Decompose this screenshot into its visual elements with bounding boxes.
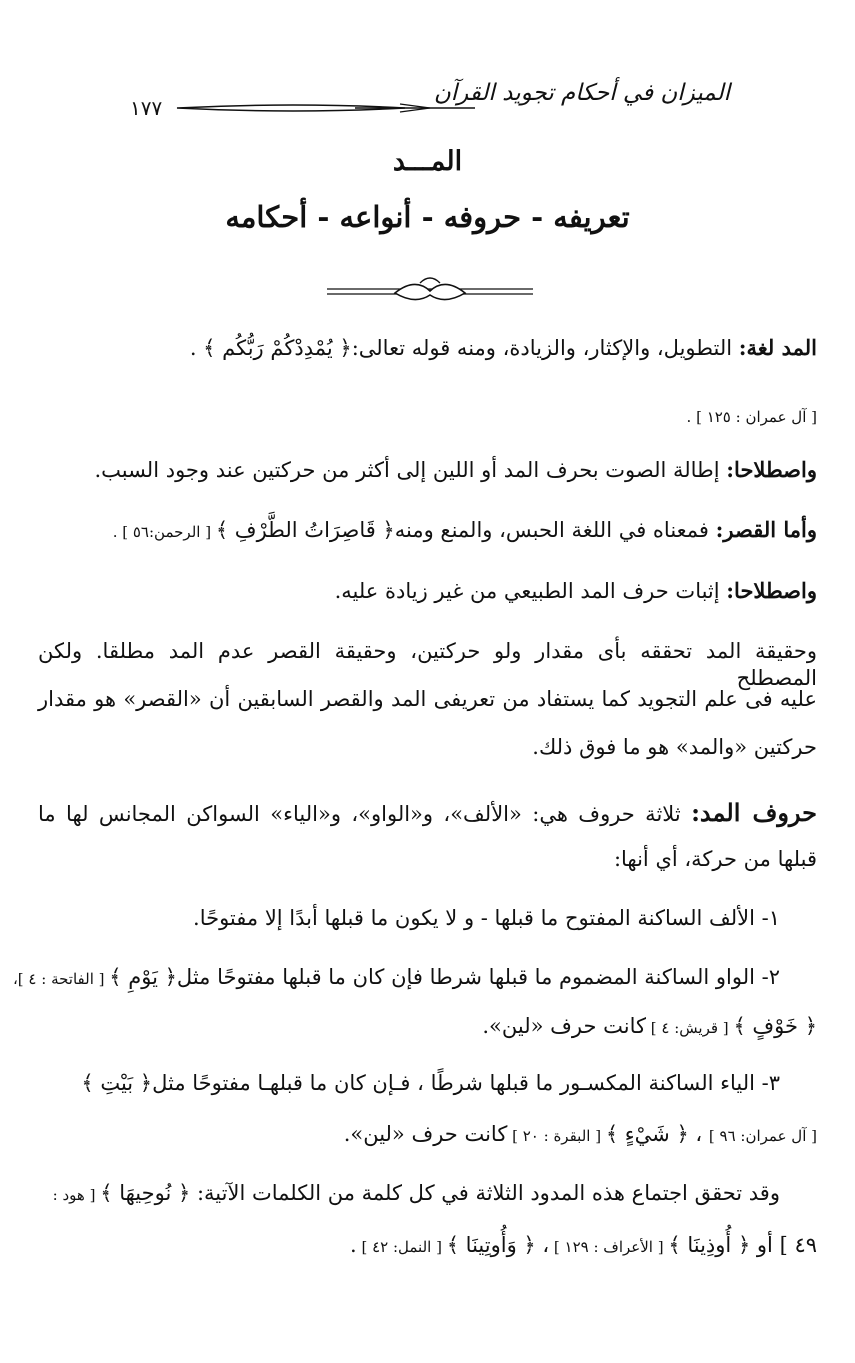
list-item-alif: ١- الألف الساكنة المفتوح ما قبلها - و لا يكون ما قبلها أبدًا إلا مفتوحًا. xyxy=(193,906,780,930)
verse-word: ، ﴿ شَيْءٍ ﴾ xyxy=(605,1122,709,1146)
paragraph-text: . xyxy=(349,1233,357,1257)
lead-term: حروف المد: xyxy=(691,798,817,827)
paragraph-istilah-1 xyxy=(94,456,817,484)
ornament-divider xyxy=(325,275,535,311)
paragraph-lugha xyxy=(190,334,817,362)
verse-reference: [ الفاتحة : ٤ ]، xyxy=(12,970,110,988)
lead-term: واصطلاحا: xyxy=(726,578,817,603)
header-arrow-decoration xyxy=(175,100,485,116)
lead-term: وأما القصر: xyxy=(715,517,817,542)
running-header xyxy=(130,78,730,118)
lead-term: واصطلاحا: xyxy=(726,457,817,482)
reference-al-imran: [ آل عمران : ١٢٥ ] . xyxy=(686,408,817,426)
section-subtitle: تعريفه - حروفه - أنواعه - أحكامه xyxy=(225,200,630,234)
list-item-waw-cont xyxy=(482,1013,817,1040)
list-item-ya: ٣- الياء الساكنة المكسـور ما قبلها شرطًا ، فـإن كان ما قبلهـا مفتوحًا مثل﴿ بَيْتِ ﴾ xyxy=(81,1071,780,1095)
item-text: كانت حرف «لين». xyxy=(343,1122,508,1146)
paragraph-final xyxy=(53,1180,780,1207)
verse-reference: [ الأعراف : ١٢٩ ] xyxy=(549,1238,669,1256)
chapter-title: المـــد xyxy=(392,146,463,177)
paragraph-text: إثبات حرف المد الطبيعي من غير زيادة عليه. xyxy=(334,579,727,603)
verse-reference: [ آل عمران: ٩٦ ] xyxy=(708,1127,817,1145)
verse-reference: [ الرحمن:٥٦ ] . xyxy=(112,523,216,541)
paragraph-text: إطالة الصوت بحرف المد أو اللين إلى أكثر من حركتين عند وجود السبب. xyxy=(94,458,727,482)
book-title: الميزان في أحكام تجويد القرآن xyxy=(433,80,730,106)
item-text: كانت حرف «لين». xyxy=(482,1014,647,1038)
verse-reference: [ قريش: ٤ ] xyxy=(646,1019,734,1037)
paragraph-istilah-2 xyxy=(335,577,817,605)
paragraph-text: ٤٩ ] أو ﴿ أُوذِينَا ﴾ xyxy=(668,1233,817,1257)
paragraph-qasr xyxy=(113,516,817,544)
verse-reference: [ هود : xyxy=(52,1186,101,1204)
paragraph-haqiqa-line: وحقيقة المد تحققه بأى مقدار ولو حركتين، وحقيقة القصر عدم المد مطلقا. ولكن المصطلح xyxy=(38,639,817,691)
verse-reference: [ البقرة : ٢٠ ] xyxy=(507,1127,606,1145)
paragraph-text: ثلاثة حروف هي: «الألف»، و«الواو»، و«الياء» السواكن المجانس لها ما xyxy=(38,802,692,826)
verse-word: ﴿ خَوْفٍ ﴾ xyxy=(733,1014,817,1038)
paragraph-huruf-cont: قبلها من حركة، أي أنها: xyxy=(613,847,817,871)
paragraph-final-cont xyxy=(350,1232,817,1259)
list-item-waw xyxy=(13,964,780,991)
list-item-ya-cont xyxy=(344,1121,817,1148)
paragraph-huruf xyxy=(38,797,817,828)
item-text: ٢- الواو الساكنة المضموم ما قبلها شرطا فإن كان ما قبلها مفتوحًا مثل﴿ يَوْمِ ﴾ xyxy=(109,965,780,989)
paragraph-text: وقد تحقق اجتماع هذه المدود الثلاثة في كل كلمة من الكلمات الآتية: ﴿ نُوحِيهَا ﴾ xyxy=(100,1181,780,1205)
paragraph-haqiqa-line: عليه فى علم التجويد كما يستفاد من تعريفى المد والقصر السابقين أن «القصر» هو مقدار xyxy=(38,687,817,711)
paragraph-haqiqa-line: حركتين «والمد» هو ما فوق ذلك. xyxy=(532,735,817,759)
lead-term: المد لغة: xyxy=(738,335,817,360)
paragraph-text: التطويل، والإكثار، والزيادة، ومنه قوله تعالى:﴿ يُمْدِدْكُمْ رَبُّكُم ﴾ . xyxy=(189,336,739,360)
page-number: ١٧٧ xyxy=(130,96,163,120)
verse-reference: [ النمل: ٤٢ ] xyxy=(356,1238,447,1256)
paragraph-text: فمعناه في اللغة الحبس، والمنع ومنه﴿ قَاصِرَاتُ الطَّرْفِ ﴾ xyxy=(215,518,716,542)
verse-word: ، ﴿ وَأُوتِينَا ﴾ xyxy=(446,1233,550,1257)
